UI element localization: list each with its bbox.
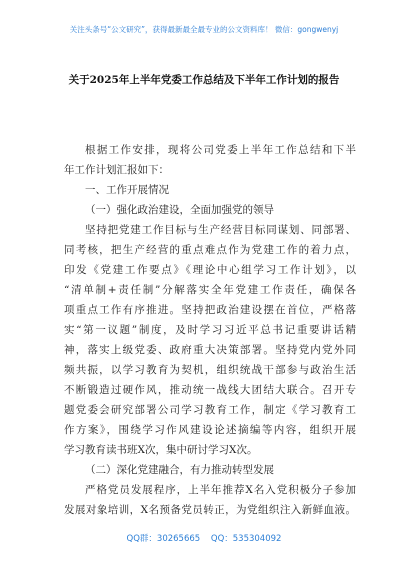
document-body [64,140,356,520]
body-line: 印发《党建工作要点》《理论中心组学习工作计划》，以 [64,264,356,276]
body-line: 发展对象培训，X名预备党员转正，为党组织注入新鲜血液。 [64,504,356,516]
body-line: 不断锻造过硬作风，推动统一战线大团结大联合。召开专 [64,384,356,396]
body-line: 严格党员发展程序，上半年推荐X名入党积极分子参加 [85,484,356,496]
body-line: 项重点工作有序推进。坚持把政治建设摆在首位，严格落 [64,304,356,316]
body-line: 题党委会研究部署公司学习教育工作，制定《学习教育工 [64,404,356,416]
subsection-heading: （二）深化党建融合，有力推动转型发展 [85,464,274,476]
subsection-heading: （一）强化政治建设，全面加强党的领导 [85,204,274,216]
section-heading: 一、工作开展情况 [85,184,169,196]
body-line: 学习教育读书班X次，集中研讨学习X次。 [64,444,258,456]
body-line: 根据工作安排，现将公司党委上半年工作总结和下半 [85,144,356,156]
body-line: 神，落实上级党委、政府重大决策部署。坚持党内党外同 [64,344,356,356]
document-title: 关于2025年上半年党委工作总结及下半年工作计划的报告 [68,74,340,86]
body-line: 同考核，把生产经营的重点难点作为党建工作的着力点， [64,244,356,256]
footer-qq-group: QQ群：30265665 [126,534,201,544]
footer-contact [0,532,408,544]
header-banner: 关注头条号“公文研究”，获得最新最全最专业的公文资料库！ 微信：gongwenyj [69,25,339,34]
body-line: 实“第一议题”制度，及时学习习近平总书记重要讲话精 [64,324,356,336]
body-line: 坚持把党建工作目标与生产经营目标同谋划、同部署、 [85,224,356,236]
body-line: 作方案》，围绕学习作风建设论述摘编等内容，组织开展 [64,424,356,436]
footer-qq: QQ：535304092 [210,534,282,544]
body-line: 年工作计划汇报如下： [64,164,169,176]
body-line: “清单制+责任制”分解落实全年党建工作责任，确保各 [64,284,356,296]
body-line: 频共振，以学习教育为契机，组织统战干部参与政治生活 [64,364,356,376]
